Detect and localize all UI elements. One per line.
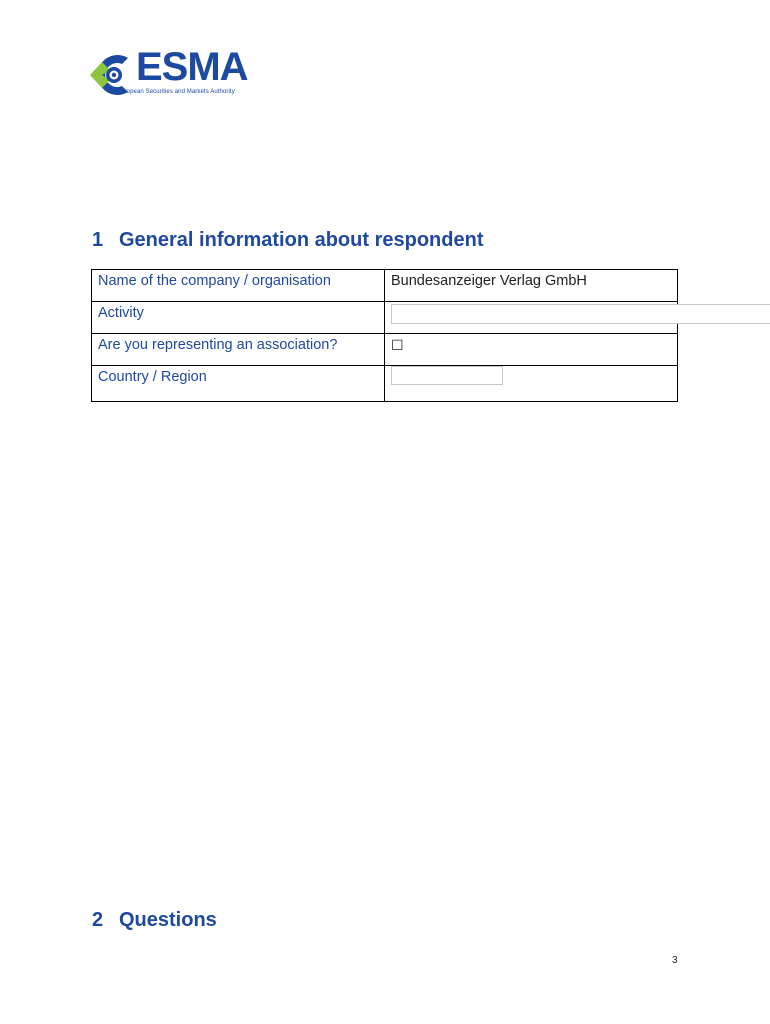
country-region-label: Country / Region (92, 366, 385, 402)
table-row (92, 334, 678, 366)
activity-cell (385, 302, 678, 334)
section-title: General information about respondent (119, 229, 484, 251)
section-number: 2 (92, 909, 104, 931)
section-heading-general-information (92, 229, 483, 252)
section-number: 1 (92, 229, 104, 251)
country-region-input[interactable] (391, 366, 503, 385)
logo-wordmark: ESMA (136, 45, 248, 89)
association-checkbox[interactable]: ☐ (391, 337, 404, 353)
esma-logo (88, 45, 288, 102)
respondent-info-table (91, 269, 678, 402)
table-row (92, 366, 678, 402)
activity-label: Activity (92, 302, 385, 334)
page-number: 3 (672, 955, 678, 966)
activity-input[interactable] (391, 304, 770, 324)
table-row (92, 302, 678, 334)
association-label: Are you representing an association? (92, 334, 385, 366)
country-region-cell (385, 366, 678, 402)
company-name-label: Name of the company / organisation (92, 270, 385, 302)
logo-subtitle: European Securities and Markets Authority (117, 89, 235, 95)
table-row (92, 270, 678, 302)
section-title: Questions (119, 909, 217, 931)
association-cell (385, 334, 678, 366)
company-name-value[interactable]: Bundesanzeiger Verlag GmbH (385, 270, 678, 302)
section-heading-questions (92, 909, 217, 932)
